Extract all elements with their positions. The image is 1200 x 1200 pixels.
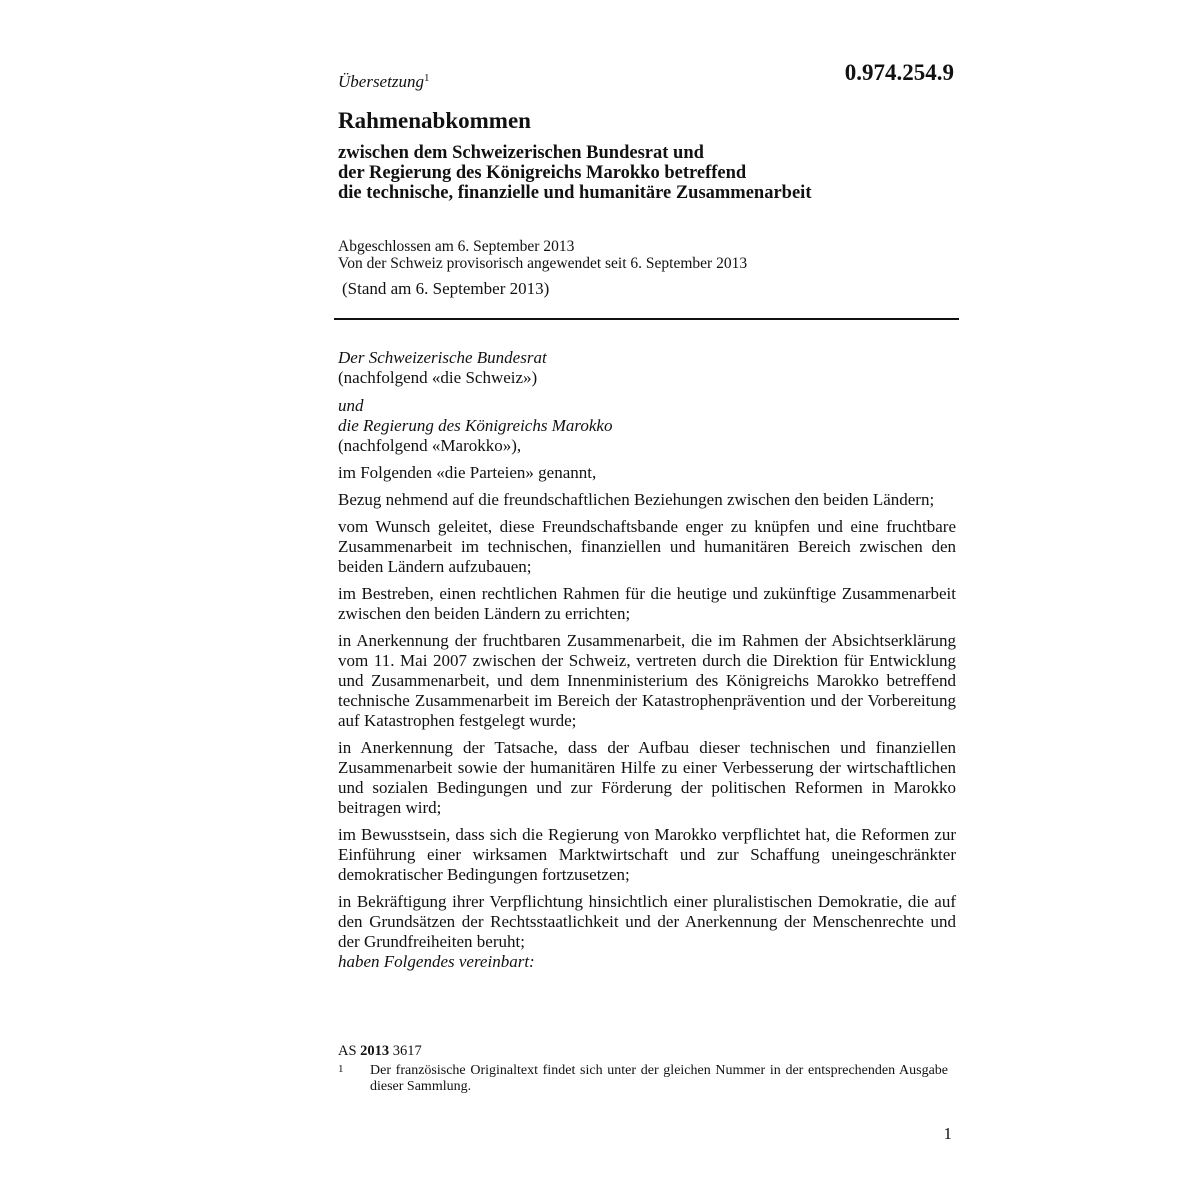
closing-formula: haben Folgendes vereinbart: [338,952,535,971]
parties-label: im Folgenden «die Parteien» genannt, [338,463,597,482]
footnote [338,1063,948,1095]
document-meta [338,238,747,272]
as-year: 2013 [360,1043,390,1059]
recital: im Bestreben, einen rechtlichen Rahmen für die heutige und zukünftige Zusammenarbeit zwischen den beiden Ländern zu errichten; [338,584,956,623]
as-page: 3617 [392,1043,422,1059]
recital: in Bekräftigung ihrer Verpflichtung hinsichtlich einer pluralistischen Demokratie, die auf den Grundsätzen der Rechtsstaatlichkeit und der Anerkennung der Menschenrechte und der Grundfreiheiten beruht; [338,892,956,951]
translation-label [338,72,429,92]
party1-name: Der Schweizerische Bundesrat [338,348,547,367]
translation-text: Übersetzung [338,72,424,91]
subtitle-line: der Regierung des Königreichs Marokko betreffend [338,163,747,183]
conjunction: und [338,396,364,415]
document-title: Rahmenabkommen [338,108,531,133]
recital: Bezug nehmend auf die freundschaftlichen Beziehungen zwischen den beiden Ländern; [338,490,935,509]
official-compilation-reference [338,1043,422,1060]
subtitle-line: die technische, finanzielle und humanitäre Zusammenarbeit [338,183,812,203]
applied-date: Von der Schweiz provisorisch angewendet seit 6. September 2013 [338,255,748,272]
recital: in Anerkennung der fruchtbaren Zusammenarbeit, die im Rahmen der Absichtserklärung vom 11. Mai 2007 zwischen der Schweiz, vertreten durch die Direktion für Entwicklung und Zusammenarbeit, und dem Innenministerium des Königreichs Marokko betreffend technische Zusammenarbeit im Bereich der Katastrophenprävention und der Vorbereitung auf Katastrophen festgelegt wurde; [338,631,956,730]
as-prefix: AS [338,1043,357,1059]
concluded-date: Abgeschlossen am 6. September 2013 [338,238,575,255]
document-subtitle [338,143,811,203]
footnote-text: Der französische Originaltext findet sich unter der gleichen Nummer in der entsprechenden Ausgabe dieser Sammlung. [370,1063,948,1094]
party1-block [338,348,956,388]
recital: im Bewusstsein, dass sich die Regierung von Marokko verpflichtet hat, die Reformen zur Einführung einer wirksamen Marktwirtschaft und zur Schaffung uneingeschränkter demokratischer Bedingungen fortzusetzen; [338,825,956,884]
subtitle-line: zwischen dem Schweizerischen Bundesrat und [338,143,704,163]
status-date: (Stand am 6. September 2013) [342,279,550,298]
party2-alias: (nachfolgend «Marokko»), [338,436,522,455]
party1-alias: (nachfolgend «die Schweiz») [338,368,538,387]
preamble [338,348,956,979]
recital: in Anerkennung der Tatsache, dass der Aufbau dieser technischen und finanziellen Zusammenarbeit sowie der humanitären Hilfe zu einer Verbesserung der wirtschaftlichen und sozialen Bedingungen und zur Förderung der politischen Reformen in Marokko beitragen wird; [338,738,956,817]
sr-number: 0.974.254.9 [844,60,954,85]
page-number: 1 [943,1124,952,1143]
party2-name: die Regierung des Königreichs Marokko [338,416,613,435]
footnote-reference[interactable]: 1 [423,72,430,84]
recital: vom Wunsch geleitet, diese Freundschaftsbande enger zu knüpfen und eine fruchtbare Zusammenarbeit im technischen, finanziellen und humanitären Bereich zwischen den beiden Ländern aufzubauen; [338,517,956,576]
party2-block [338,396,956,456]
footnote-number: 1 [338,1063,344,1075]
header-divider [334,318,959,320]
